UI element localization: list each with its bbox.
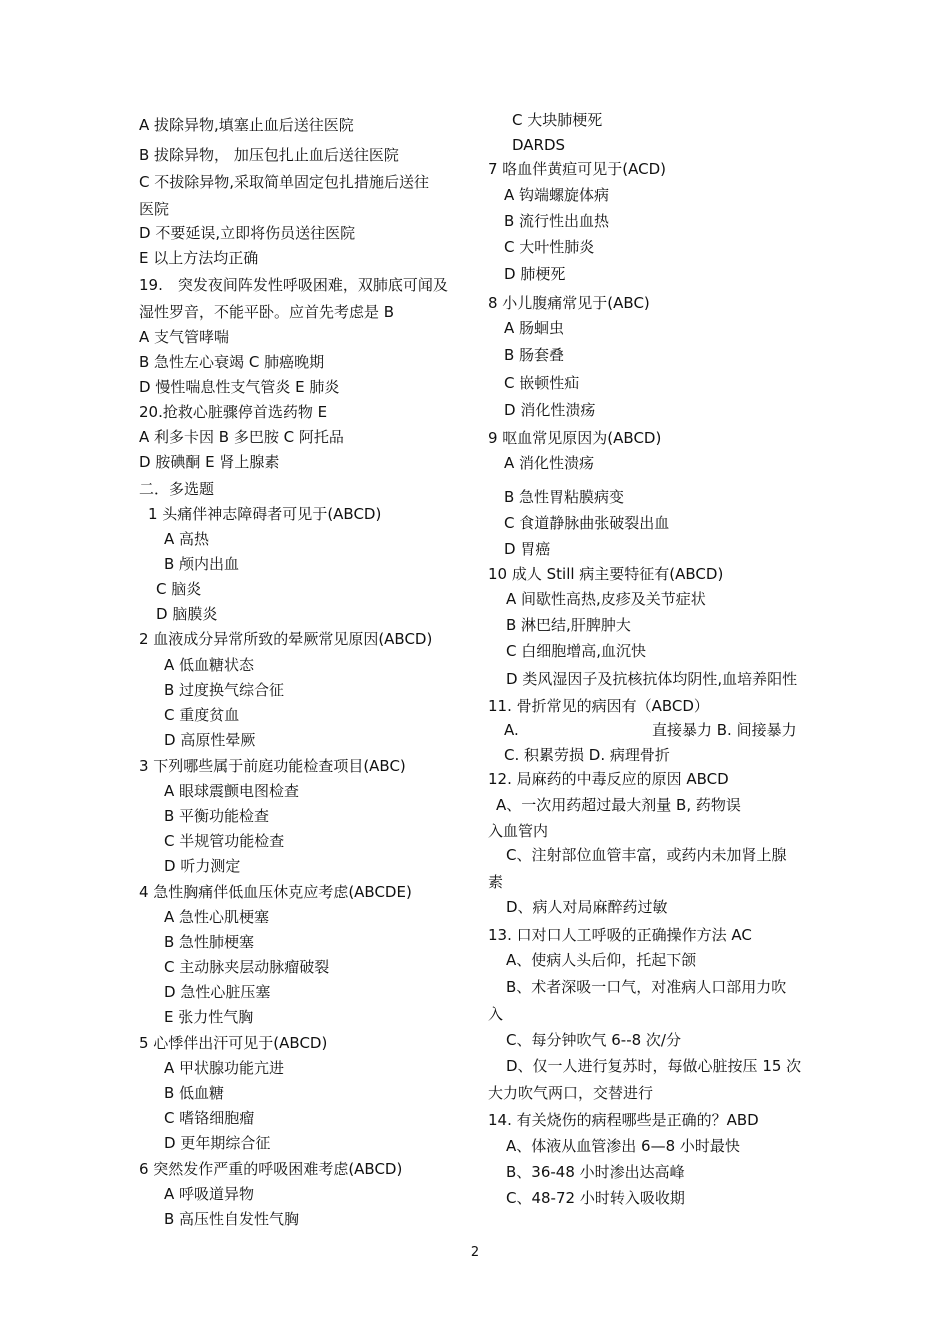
text-line: 6 突然发作严重的呼吸困难考虑(ABCD) <box>139 1160 403 1178</box>
text-line: D 急性心脏压塞 <box>164 983 271 1001</box>
text-line: A、使病人头后仰，托起下颌 <box>506 951 697 969</box>
text-line: C 大叶性肺炎 <box>504 238 595 256</box>
text-line: 10 成人 Still 病主要特征有(ABCD) <box>488 565 724 583</box>
text-line: C 食道静脉曲张破裂出血 <box>504 514 670 532</box>
text-line: B 淋巴结,肝脾肿大 <box>506 616 631 634</box>
text-line: C 主动脉夹层动脉瘤破裂 <box>164 958 330 976</box>
text-line: A. <box>504 721 519 739</box>
text-line: 湿性罗音，不能平卧。应首先考虑是 B <box>139 303 395 321</box>
text-line: D 类风湿因子及抗核抗体均阴性,血培养阳性 <box>506 670 798 688</box>
text-line: B、36-48 小时渗出达高峰 <box>506 1163 685 1181</box>
text-line: 13. 口对口人工呼吸的正确操作方法 AC <box>488 926 752 944</box>
text-line: 入 <box>488 1005 504 1023</box>
text-line: D 更年期综合征 <box>164 1134 271 1152</box>
text-line: 12. 局麻药的中毒反应的原因 ABCD <box>488 770 729 788</box>
text-line: A 急性心肌梗塞 <box>164 908 270 926</box>
text-line: C. 积累劳损 D. 病理骨折 <box>504 746 670 764</box>
text-line: C 重度贫血 <box>164 706 240 724</box>
text-line: 大力吹气两口，交替进行 <box>488 1084 654 1102</box>
text-line: B 肠套叠 <box>504 346 565 364</box>
text-line: 5 心悸伴出汗可见于(ABCD) <box>139 1034 328 1052</box>
text-line: B 流行性出血热 <box>504 212 610 230</box>
text-line: A 呼吸道异物 <box>164 1185 255 1203</box>
text-line: 3 下列哪些属于前庭功能检查项目(ABC) <box>139 757 406 775</box>
text-line: C、每分钟吹气 6--8 次/分 <box>506 1031 681 1049</box>
page-number: 2 <box>470 1245 480 1260</box>
text-line: D 胺碘酮 E 肾上腺素 <box>139 453 280 471</box>
text-line: E 以上方法均正确 <box>139 249 259 267</box>
text-line: 4 急性胸痛伴低血压休克应考虑(ABCDE) <box>139 883 412 901</box>
text-line: B 过度换气综合征 <box>164 681 285 699</box>
text-line: 11. 骨折常见的病因有（ABCD） <box>488 697 709 715</box>
text-line: 直接暴力 B. 间接暴力 <box>652 721 797 739</box>
text-line: D 听力测定 <box>164 857 241 875</box>
text-line: D 胃癌 <box>504 540 551 558</box>
text-line: 19. 突发夜间阵发性呼吸困难，双肺底可闻及 <box>139 276 448 294</box>
text-line: 9 呕血常见原因为(ABCD) <box>488 429 662 447</box>
text-line: D 高原性晕厥 <box>164 731 256 749</box>
text-line: DARDS <box>512 136 566 154</box>
text-line: 8 小儿腹痛常见于(ABC) <box>488 294 650 312</box>
text-line: A 消化性溃疡 <box>504 454 595 472</box>
text-line: A 眼球震颤电图检查 <box>164 782 300 800</box>
text-line: A 低血糖状态 <box>164 656 255 674</box>
text-line: B、术者深吸一口气，对准病人口部用力吹 <box>506 978 787 996</box>
text-line: A 支气管哮喘 <box>139 328 230 346</box>
text-line: D、病人对局麻醉药过敏 <box>506 898 668 916</box>
text-line: C 嗜铬细胞瘤 <box>164 1109 255 1127</box>
text-line: B 高压性自发性气胸 <box>164 1210 300 1228</box>
text-line: D 脑膜炎 <box>156 605 218 623</box>
text-line: C 半规管功能检查 <box>164 832 285 850</box>
text-line: 7 咯血伴黄疸可见于(ACD) <box>488 160 667 178</box>
text-line: B 平衡功能检查 <box>164 807 270 825</box>
text-line: A 钩端螺旋体病 <box>504 186 610 204</box>
text-line: B 颅内出血 <box>164 555 240 573</box>
text-line: C、48-72 小时转入吸收期 <box>506 1189 685 1207</box>
text-line: B 低血糖 <box>164 1084 225 1102</box>
text-line: A 间歇性高热,皮疹及关节症状 <box>506 590 706 608</box>
text-line: 入血管内 <box>488 822 549 840</box>
text-line: D 慢性喘息性支气管炎 E 肺炎 <box>139 378 340 396</box>
text-line: C 大块肺梗死 <box>512 111 603 129</box>
text-line: A 甲状腺功能亢进 <box>164 1059 285 1077</box>
text-line: 素 <box>488 873 504 891</box>
text-line: E 张力性气胸 <box>164 1008 254 1026</box>
text-line: B 拔除异物， 加压包扎止血后送往医院 <box>139 146 399 164</box>
text-line: B 急性肺梗塞 <box>164 933 255 951</box>
text-line: A 肠蛔虫 <box>504 319 565 337</box>
text-line: A 拔除异物,填塞止血后送往医院 <box>139 116 354 134</box>
text-line: D 消化性溃疡 <box>504 401 596 419</box>
text-line: 1 头痛伴神志障碍者可见于(ABCD) <box>148 505 382 523</box>
text-line: A、体液从血管渗出 6—8 小时最快 <box>506 1137 740 1155</box>
text-line: 20.抢救心脏骤停首选药物 E <box>139 403 328 421</box>
text-line: D 肺梗死 <box>504 265 566 283</box>
text-line: D、仅一人进行复苏时，每做心脏按压 15 次 <box>506 1057 802 1075</box>
text-line: C 不拔除异物,采取简单固定包扎措施后送往 <box>139 173 430 191</box>
text-line: D 不要延误,立即将伤员送往医院 <box>139 224 356 242</box>
text-line: C 脑炎 <box>156 580 202 598</box>
text-line: C、注射部位血管丰富，或药内未加肾上腺 <box>506 846 787 864</box>
text-line: 医院 <box>139 200 170 218</box>
text-line: B 急性左心衰竭 C 肺癌晚期 <box>139 353 325 371</box>
text-line: 14. 有关烧伤的病程哪些是正确的？ABD <box>488 1111 759 1129</box>
text-line: 2 血液成分异常所致的晕厥常见原因(ABCD) <box>139 630 433 648</box>
text-line: 二．多选题 <box>139 480 215 498</box>
text-line: C 嵌顿性疝 <box>504 374 580 392</box>
text-line: C 白细胞增高,血沉快 <box>506 642 647 660</box>
text-line: A、一次用药超过最大剂量 B, 药物误 <box>496 796 741 814</box>
text-line: A 利多卡因 B 多巴胺 C 阿托品 <box>139 428 344 446</box>
text-line: B 急性胃粘膜病变 <box>504 488 625 506</box>
text-line: A 高热 <box>164 530 210 548</box>
